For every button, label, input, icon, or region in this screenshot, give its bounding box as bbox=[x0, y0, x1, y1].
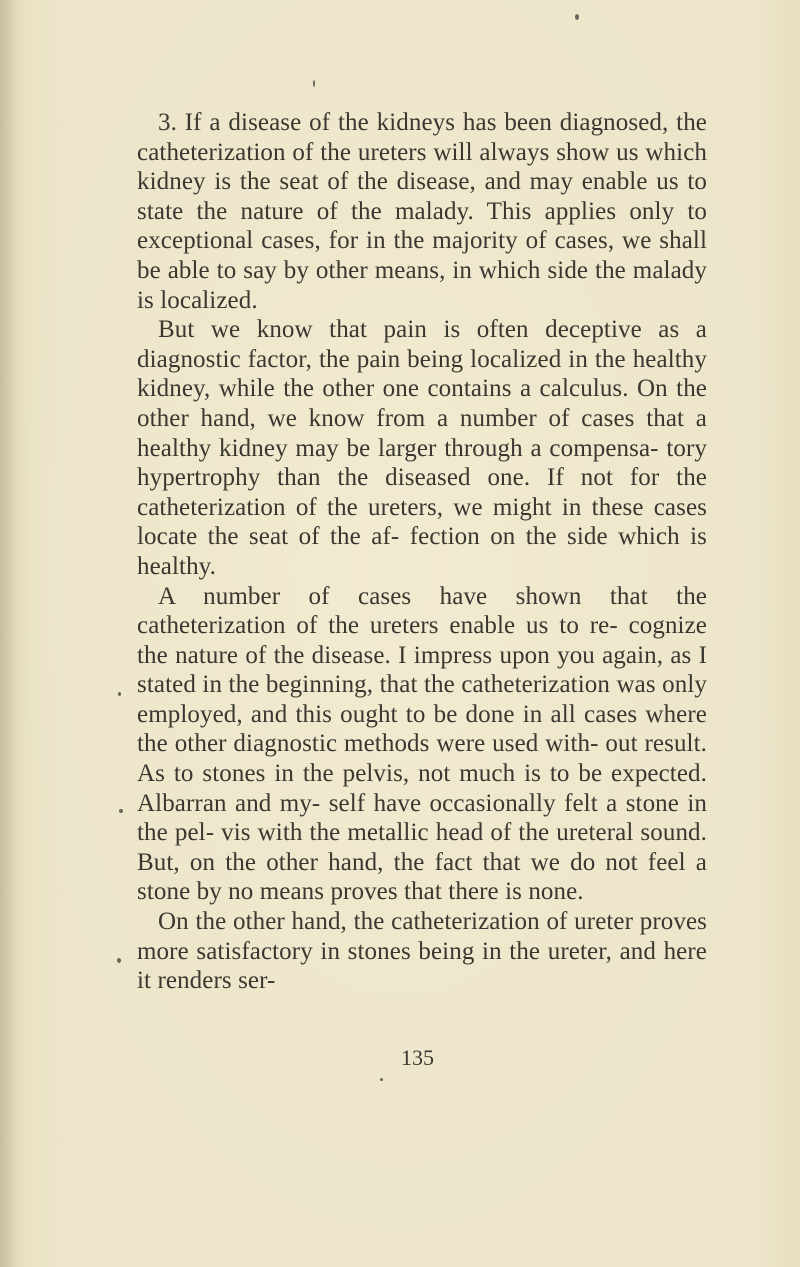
ink-speck bbox=[118, 692, 121, 696]
paragraph: A number of cases have shown that the catheterization of the ureters enable us to re- cognize the nature of the disease. I impress upon you again, as I stated in the beginning, that the catheterization was only employed, and this ought to be done in all cases where the other diagnostic methods were used with- out result. As to stones in the pelvis, not much is to be expected. Albarran and my- self have occasionally felt a stone in the pel- vis with the metallic head of the ureteral sound. But, on the other hand, the fact that we do not feel a stone by no means proves that there is none. bbox=[137, 582, 707, 906]
ink-speck bbox=[117, 958, 121, 963]
paragraph: 3. If a disease of the kidneys has been diagnosed, the catheterization of the ureters will always show us which kidney is the seat of the disease, and may enable us to state the nature of the malady. This applies only to exceptional cases, for in the majority of cases, we shall be able to say by other means, in which side the malady is localized. bbox=[137, 109, 707, 314]
ink-speck bbox=[119, 809, 123, 813]
ink-speck bbox=[313, 80, 315, 87]
paragraph: But we know that pain is often deceptive as a diagnostic factor, the pain being localized in the healthy kidney, while the other one contains a calculus. On the other hand, we know from a number of cases that a healthy kidney may be larger through a compensa- tory hypertrophy than the diseased one. If not for the catheterization of the ureters, we might in these cases locate the seat of the af- fection on the side which is healthy. bbox=[137, 316, 707, 580]
page-number: 135 bbox=[401, 1045, 434, 1070]
ink-speck bbox=[380, 1078, 383, 1081]
ink-speck bbox=[575, 14, 579, 20]
body-text bbox=[137, 108, 707, 996]
page-edge-shadow bbox=[0, 0, 18, 1267]
paragraph: On the other hand, the catheterization of ureter proves more satisfactory in stones being in the ureter, and here it renders ser- bbox=[137, 908, 707, 995]
